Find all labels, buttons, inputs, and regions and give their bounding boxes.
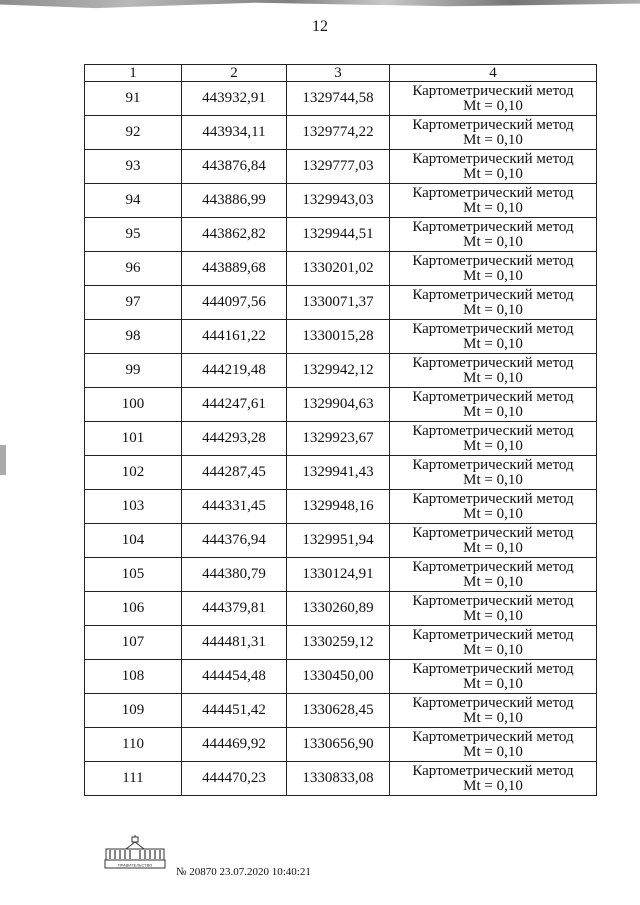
point-number-cell: 94 bbox=[85, 184, 182, 218]
accuracy-value: Mt = 0,10 bbox=[463, 471, 523, 488]
column-header: 4 bbox=[390, 65, 597, 82]
point-number-cell: 92 bbox=[85, 116, 182, 150]
method-cell bbox=[390, 694, 597, 728]
x-coordinate-cell: 443876,84 bbox=[182, 150, 287, 184]
table-row bbox=[85, 728, 597, 762]
method-name: Картометрический метод bbox=[412, 184, 574, 201]
y-coordinate-cell: 1329744,58 bbox=[287, 82, 390, 116]
method-cell bbox=[390, 320, 597, 354]
x-coordinate-cell: 444376,94 bbox=[182, 524, 287, 558]
y-coordinate-cell: 1329951,94 bbox=[287, 524, 390, 558]
x-coordinate-cell: 444247,61 bbox=[182, 388, 287, 422]
method-cell bbox=[390, 218, 597, 252]
table-row bbox=[85, 286, 597, 320]
y-coordinate-cell: 1330450,00 bbox=[287, 660, 390, 694]
method-cell bbox=[390, 252, 597, 286]
x-coordinate-cell: 443886,99 bbox=[182, 184, 287, 218]
accuracy-value: Mt = 0,10 bbox=[463, 369, 523, 386]
point-number-cell: 111 bbox=[85, 762, 182, 796]
table-row bbox=[85, 150, 597, 184]
method-name: Картометрический метод bbox=[412, 660, 574, 677]
method-name: Картометрический метод bbox=[412, 626, 574, 643]
y-coordinate-cell: 1329943,03 bbox=[287, 184, 390, 218]
point-number-cell: 98 bbox=[85, 320, 182, 354]
scan-margin-mark bbox=[0, 445, 6, 475]
method-name: Картометрический метод bbox=[412, 728, 574, 745]
accuracy-value: Mt = 0,10 bbox=[463, 675, 523, 692]
x-coordinate-cell: 443932,91 bbox=[182, 82, 287, 116]
point-number-cell: 110 bbox=[85, 728, 182, 762]
y-coordinate-cell: 1330628,45 bbox=[287, 694, 390, 728]
method-name: Картометрический метод bbox=[412, 218, 574, 235]
method-name: Картометрический метод bbox=[412, 558, 574, 575]
y-coordinate-cell: 1329944,51 bbox=[287, 218, 390, 252]
method-name: Картометрический метод bbox=[412, 422, 574, 439]
registration-number: № 20870 23.07.2020 10:40:21 bbox=[176, 866, 311, 878]
accuracy-value: Mt = 0,10 bbox=[463, 777, 523, 794]
accuracy-value: Mt = 0,10 bbox=[463, 641, 523, 658]
x-coordinate-cell: 444379,81 bbox=[182, 592, 287, 626]
x-coordinate-cell: 443934,11 bbox=[182, 116, 287, 150]
point-number-cell: 93 bbox=[85, 150, 182, 184]
table-row bbox=[85, 82, 597, 116]
accuracy-value: Mt = 0,10 bbox=[463, 607, 523, 624]
method-name: Картометрический метод bbox=[412, 524, 574, 541]
government-building-seal-icon bbox=[104, 835, 166, 869]
point-number-cell: 103 bbox=[85, 490, 182, 524]
accuracy-value: Mt = 0,10 bbox=[463, 233, 523, 250]
y-coordinate-cell: 1330015,28 bbox=[287, 320, 390, 354]
table-row bbox=[85, 456, 597, 490]
y-coordinate-cell: 1330260,89 bbox=[287, 592, 390, 626]
x-coordinate-cell: 443862,82 bbox=[182, 218, 287, 252]
point-number-cell: 104 bbox=[85, 524, 182, 558]
x-coordinate-cell: 444097,56 bbox=[182, 286, 287, 320]
x-coordinate-cell: 444293,28 bbox=[182, 422, 287, 456]
point-number-cell: 97 bbox=[85, 286, 182, 320]
method-cell bbox=[390, 592, 597, 626]
accuracy-value: Mt = 0,10 bbox=[463, 199, 523, 216]
method-cell bbox=[390, 286, 597, 320]
method-cell bbox=[390, 150, 597, 184]
table-row bbox=[85, 592, 597, 626]
method-cell bbox=[390, 728, 597, 762]
accuracy-value: Mt = 0,10 bbox=[463, 743, 523, 760]
y-coordinate-cell: 1329942,12 bbox=[287, 354, 390, 388]
table-row bbox=[85, 490, 597, 524]
table-header-row bbox=[85, 65, 597, 82]
method-cell bbox=[390, 524, 597, 558]
x-coordinate-cell: 444161,22 bbox=[182, 320, 287, 354]
accuracy-value: Mt = 0,10 bbox=[463, 301, 523, 318]
table-body bbox=[85, 82, 597, 796]
table-row bbox=[85, 660, 597, 694]
method-name: Картометрический метод bbox=[412, 762, 574, 779]
y-coordinate-cell: 1329941,43 bbox=[287, 456, 390, 490]
method-cell bbox=[390, 354, 597, 388]
method-name: Картометрический метод bbox=[412, 116, 574, 133]
x-coordinate-cell: 444331,45 bbox=[182, 490, 287, 524]
page-number: 12 bbox=[312, 18, 328, 35]
method-name: Картометрический метод bbox=[412, 388, 574, 405]
accuracy-value: Mt = 0,10 bbox=[463, 709, 523, 726]
method-name: Картометрический метод bbox=[412, 490, 574, 507]
x-coordinate-cell: 444481,31 bbox=[182, 626, 287, 660]
accuracy-value: Mt = 0,10 bbox=[463, 335, 523, 352]
coordinates-table bbox=[84, 64, 597, 796]
method-name: Картометрический метод bbox=[412, 456, 574, 473]
accuracy-value: Mt = 0,10 bbox=[463, 539, 523, 556]
x-coordinate-cell: 444451,42 bbox=[182, 694, 287, 728]
point-number-cell: 95 bbox=[85, 218, 182, 252]
point-number-cell: 109 bbox=[85, 694, 182, 728]
accuracy-value: Mt = 0,10 bbox=[463, 437, 523, 454]
x-coordinate-cell: 444219,48 bbox=[182, 354, 287, 388]
table-row bbox=[85, 762, 597, 796]
point-number-cell: 96 bbox=[85, 252, 182, 286]
method-cell bbox=[390, 626, 597, 660]
point-number-cell: 105 bbox=[85, 558, 182, 592]
stamp-caption: ПРАВИТЕЛЬСТВО bbox=[117, 862, 153, 868]
x-coordinate-cell: 444287,45 bbox=[182, 456, 287, 490]
table-row bbox=[85, 558, 597, 592]
method-name: Картометрический метод bbox=[412, 252, 574, 269]
point-number-cell: 102 bbox=[85, 456, 182, 490]
point-number-cell: 99 bbox=[85, 354, 182, 388]
y-coordinate-cell: 1330833,08 bbox=[287, 762, 390, 796]
accuracy-value: Mt = 0,10 bbox=[463, 505, 523, 522]
y-coordinate-cell: 1330259,12 bbox=[287, 626, 390, 660]
method-name: Картометрический метод bbox=[412, 82, 574, 99]
point-number-cell: 100 bbox=[85, 388, 182, 422]
point-number-cell: 101 bbox=[85, 422, 182, 456]
table-row bbox=[85, 388, 597, 422]
method-cell bbox=[390, 762, 597, 796]
table-row bbox=[85, 252, 597, 286]
method-cell bbox=[390, 82, 597, 116]
table-row bbox=[85, 524, 597, 558]
x-coordinate-cell: 443889,68 bbox=[182, 252, 287, 286]
method-name: Картометрический метод bbox=[412, 286, 574, 303]
table-row bbox=[85, 422, 597, 456]
accuracy-value: Mt = 0,10 bbox=[463, 403, 523, 420]
table-row bbox=[85, 320, 597, 354]
scan-edge-artifact bbox=[0, 0, 640, 9]
column-header: 2 bbox=[182, 65, 287, 82]
method-name: Картометрический метод bbox=[412, 320, 574, 337]
y-coordinate-cell: 1330656,90 bbox=[287, 728, 390, 762]
y-coordinate-cell: 1330071,37 bbox=[287, 286, 390, 320]
table-row bbox=[85, 116, 597, 150]
y-coordinate-cell: 1329948,16 bbox=[287, 490, 390, 524]
x-coordinate-cell: 444470,23 bbox=[182, 762, 287, 796]
y-coordinate-cell: 1329774,22 bbox=[287, 116, 390, 150]
table-row bbox=[85, 354, 597, 388]
point-number-cell: 107 bbox=[85, 626, 182, 660]
accuracy-value: Mt = 0,10 bbox=[463, 97, 523, 114]
accuracy-value: Mt = 0,10 bbox=[463, 165, 523, 182]
method-name: Картометрический метод bbox=[412, 150, 574, 167]
y-coordinate-cell: 1330201,02 bbox=[287, 252, 390, 286]
column-header: 1 bbox=[85, 65, 182, 82]
accuracy-value: Mt = 0,10 bbox=[463, 573, 523, 590]
point-number-cell: 106 bbox=[85, 592, 182, 626]
method-name: Картометрический метод bbox=[412, 354, 574, 371]
x-coordinate-cell: 444380,79 bbox=[182, 558, 287, 592]
column-header: 3 bbox=[287, 65, 390, 82]
y-coordinate-cell: 1329923,67 bbox=[287, 422, 390, 456]
method-cell bbox=[390, 490, 597, 524]
x-coordinate-cell: 444454,48 bbox=[182, 660, 287, 694]
x-coordinate-cell: 444469,92 bbox=[182, 728, 287, 762]
method-name: Картометрический метод bbox=[412, 592, 574, 609]
method-cell bbox=[390, 388, 597, 422]
method-cell bbox=[390, 116, 597, 150]
table-row bbox=[85, 218, 597, 252]
method-cell bbox=[390, 422, 597, 456]
accuracy-value: Mt = 0,10 bbox=[463, 267, 523, 284]
method-cell bbox=[390, 184, 597, 218]
point-number-cell: 108 bbox=[85, 660, 182, 694]
table-row bbox=[85, 694, 597, 728]
method-name: Картометрический метод bbox=[412, 694, 574, 711]
accuracy-value: Mt = 0,10 bbox=[463, 131, 523, 148]
method-cell bbox=[390, 456, 597, 490]
y-coordinate-cell: 1330124,91 bbox=[287, 558, 390, 592]
table-row bbox=[85, 626, 597, 660]
y-coordinate-cell: 1329777,03 bbox=[287, 150, 390, 184]
method-cell bbox=[390, 558, 597, 592]
y-coordinate-cell: 1329904,63 bbox=[287, 388, 390, 422]
table-row bbox=[85, 184, 597, 218]
method-cell bbox=[390, 660, 597, 694]
point-number-cell: 91 bbox=[85, 82, 182, 116]
